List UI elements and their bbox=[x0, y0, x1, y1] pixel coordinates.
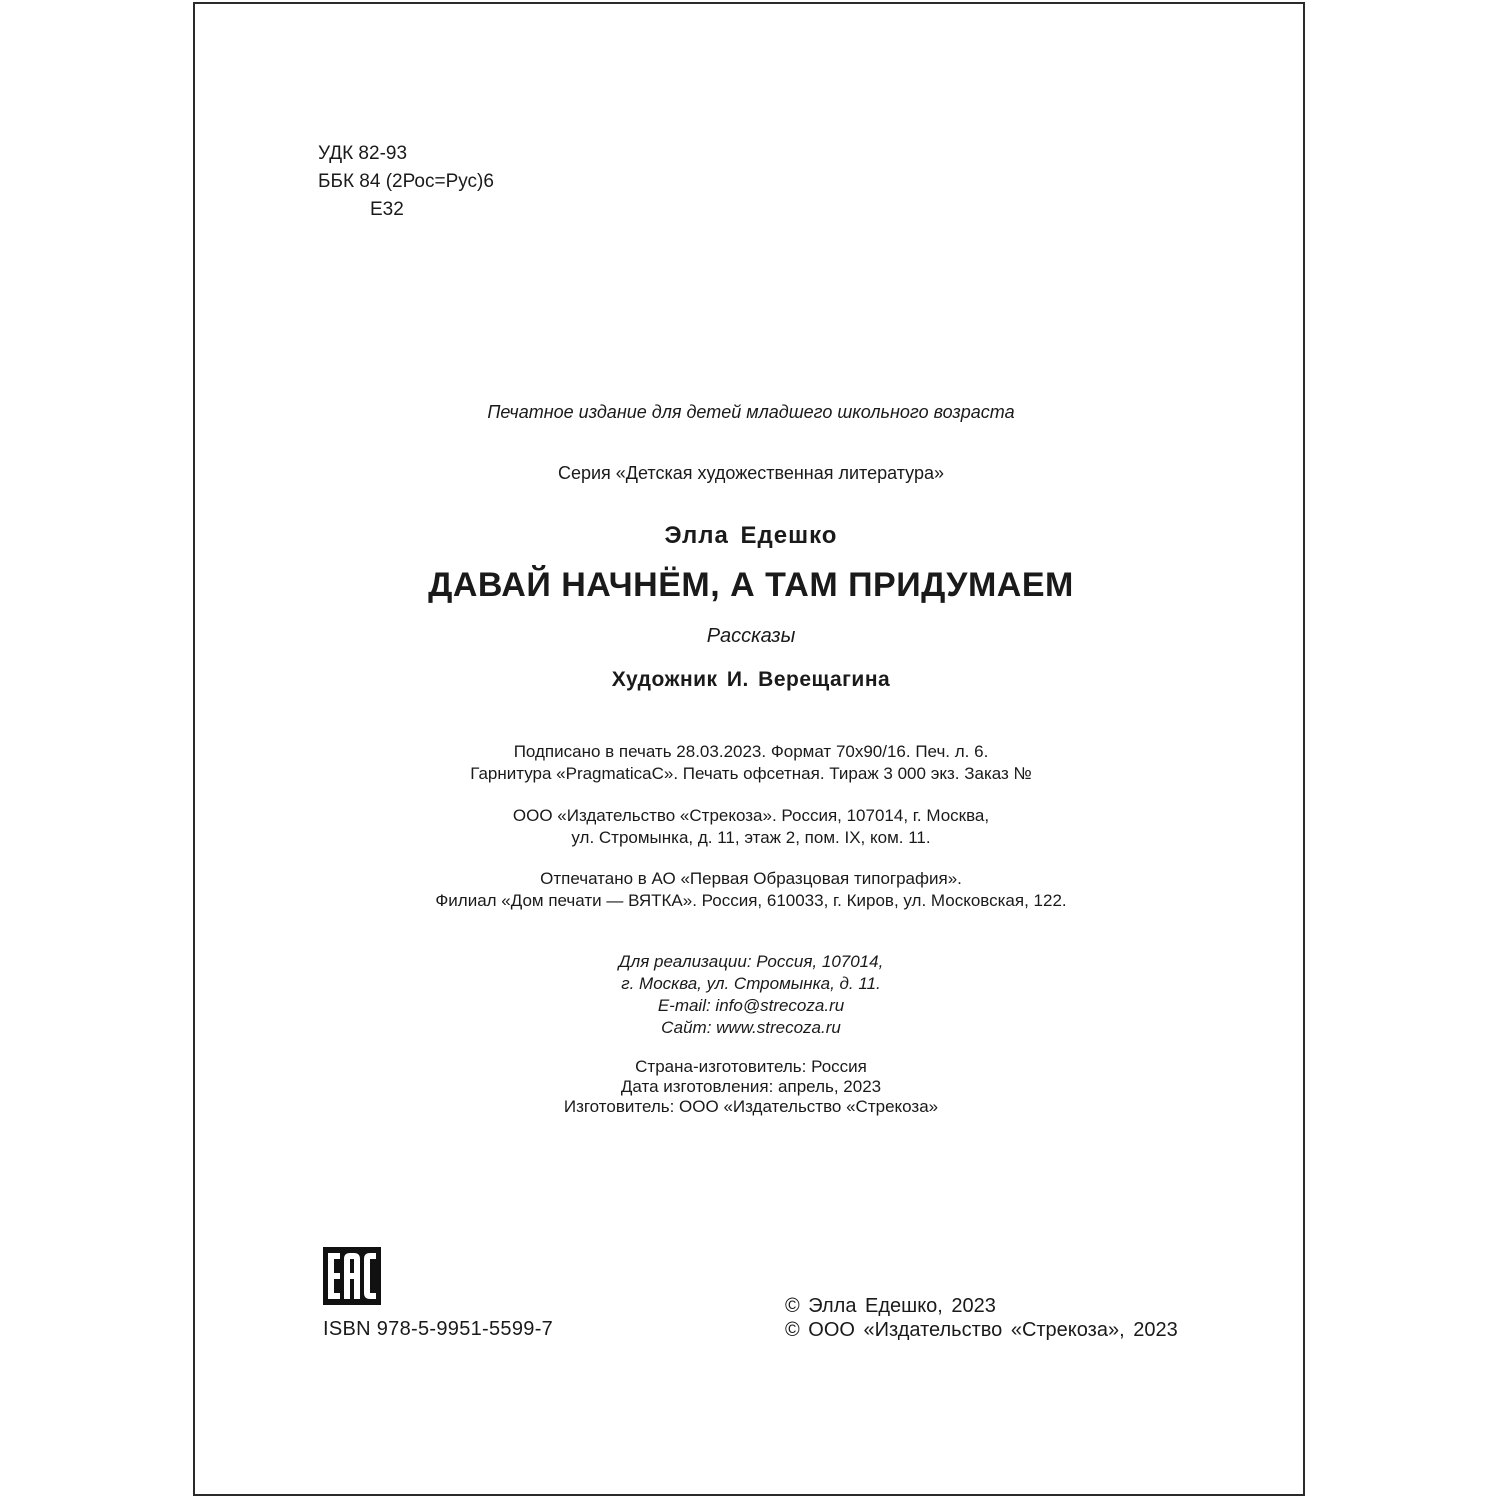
author-name: Элла Едешко bbox=[664, 522, 838, 549]
sales-website: Сайт: www.strecoza.ru bbox=[661, 1018, 841, 1037]
publisher-line: ул. Стромынка, д. 11, этаж 2, пом. IX, ком. 11. bbox=[571, 828, 931, 847]
printer-line: Отпечатано в АО «Первая Образцовая типография». bbox=[540, 869, 962, 888]
print-info-line: Подписано в печать 28.03.2023. Формат 70x90/16. Печ. л. 6. bbox=[513, 742, 989, 761]
manufacturer-name: Изготовитель: ООО «Издательство «Стрекоза» bbox=[563, 1097, 939, 1116]
book-imprint-page bbox=[193, 2, 1305, 1496]
print-info-block bbox=[195, 741, 1307, 785]
manufacturer-date: Дата изготовления: апрель, 2023 bbox=[620, 1077, 882, 1096]
printer-block bbox=[195, 868, 1307, 912]
bbk-code: ББК 84 (2Рос=Рус)6 bbox=[318, 171, 494, 192]
eac-mark-graphic bbox=[323, 1247, 381, 1305]
eac-mark-icon bbox=[323, 1247, 381, 1305]
series-text: Серия «Детская художественная литература» bbox=[557, 463, 945, 483]
udk-code: УДК 82-93 bbox=[318, 143, 408, 164]
copyright-author: © Элла Едешко, 2023 bbox=[785, 1295, 996, 1317]
author-mark: Е32 bbox=[370, 199, 404, 220]
book-title: ДАВАЙ НАЧНЁМ, А ТАМ ПРИДУМАЕМ bbox=[428, 566, 1074, 604]
isbn-number: ISBN 978-5-9951-5599-7 bbox=[323, 1318, 554, 1340]
artist-credit: Художник И. Верещагина bbox=[611, 668, 891, 691]
copyright-publisher: © ООО «Издательство «Стрекоза», 2023 bbox=[785, 1319, 1178, 1341]
genre-text: Рассказы bbox=[706, 625, 796, 647]
publisher-block bbox=[195, 805, 1307, 849]
publisher-line: ООО «Издательство «Стрекоза». Россия, 107014, г. Москва, bbox=[512, 806, 990, 825]
manufacturer-country: Страна-изготовитель: Россия bbox=[635, 1057, 867, 1076]
intro-text: Печатное издание для детей младшего школьного возраста bbox=[487, 402, 1015, 422]
print-info-line: Гарнитура «PragmaticaC». Печать офсетная. Тираж 3 000 экз. Заказ № bbox=[470, 764, 1032, 783]
classification-block bbox=[318, 140, 494, 224]
copyright-block bbox=[785, 1294, 1178, 1342]
printer-line: Филиал «Дом печати — ВЯТКА». Россия, 610033, г. Киров, ул. Московская, 122. bbox=[435, 891, 1067, 910]
sales-line: г. Москва, ул. Стромынка, д. 11. bbox=[621, 974, 881, 993]
sales-contact-block bbox=[195, 951, 1307, 1039]
sales-email: E-mail: info@strecoza.ru bbox=[657, 996, 845, 1015]
manufacturer-block bbox=[195, 1057, 1307, 1117]
sales-line: Для реализации: Россия, 107014, bbox=[618, 952, 884, 971]
